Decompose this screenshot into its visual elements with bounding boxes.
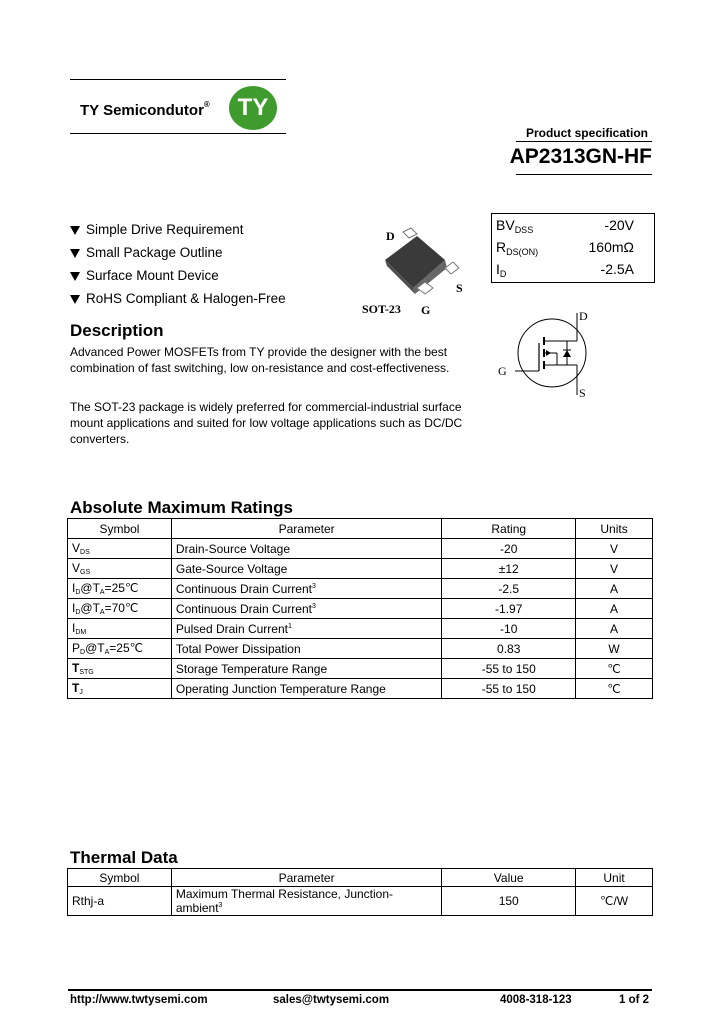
parameter-cell: Continuous Drain Current$^3$ xyxy=(171,599,441,619)
parameter-cell: Total Power Dissipation xyxy=(171,639,441,659)
symbol-cell: $V_{DS}$ xyxy=(68,539,172,559)
rating-cell: -20 xyxy=(442,539,576,559)
unit-cell: W xyxy=(576,639,653,659)
unit-cell: A xyxy=(576,599,653,619)
symbol-cell: $T_J$ xyxy=(68,679,172,699)
symbol-cell: $V_{GS}$ xyxy=(68,559,172,579)
parameter-cell: Storage Temperature Range xyxy=(171,659,441,679)
page-number: 1 of 2 xyxy=(619,994,650,1006)
table-row xyxy=(68,887,653,916)
symbol-cell: $T_{STG}$ xyxy=(68,659,172,679)
feature-item: Surface Mount Device xyxy=(70,264,286,287)
parameter-cell: Pulsed Drain Current$^1$ xyxy=(171,619,441,639)
parameter-cell: Maximum Thermal Resistance, Junction-ambient$^3$ xyxy=(171,887,441,916)
header-rule-top xyxy=(70,79,286,80)
part-number: AP2313GN-HF xyxy=(509,145,652,168)
rating-cell: -55 to 150 xyxy=(442,659,576,679)
footnote-mark: 1 xyxy=(287,622,292,630)
parameter-cell: Drain-Source Voltage xyxy=(171,539,441,559)
registered-mark: ® xyxy=(203,100,210,109)
abs-max-table xyxy=(67,518,653,699)
spec-rdson: $R_{DS(ON)}$ 160mΩ xyxy=(496,239,634,257)
footnote-mark: 3 xyxy=(312,602,316,610)
brand-logo: TY xyxy=(229,86,277,130)
description-paragraph-2: The SOT-23 package is widely preferred for commercial-industrial surface mount applications and suited for low voltage applications such as DC/DC converters. xyxy=(70,400,463,446)
thermal-heading: Thermal Data xyxy=(70,848,178,867)
rating-cell: 0.83 xyxy=(442,639,576,659)
unit-cell: A xyxy=(576,619,653,639)
parameter-cell: Gate-Source Voltage xyxy=(171,559,441,579)
unit-cell: ℃ xyxy=(576,679,653,699)
feature-item: Small Package Outline xyxy=(70,241,286,264)
unit-cell: ℃ xyxy=(576,659,653,679)
rating-cell: -2.5 xyxy=(442,579,576,599)
footer-email-link[interactable]: sales@twtysemi.com xyxy=(273,994,390,1006)
bullet-triangle-icon xyxy=(70,249,80,258)
footnote-mark: 3 xyxy=(218,902,223,909)
bullet-triangle-icon xyxy=(70,226,80,235)
description-heading: Description xyxy=(70,321,164,340)
header-rule-bottom xyxy=(70,133,286,134)
footnote-mark: 3 xyxy=(312,582,316,590)
footer-url-link[interactable]: http://www.twtysemi.com xyxy=(70,994,208,1006)
spec-id: $I_D$ -2.5A xyxy=(496,261,634,279)
abs-max-heading: Absolute Maximum Ratings xyxy=(70,498,293,517)
table-header-row xyxy=(68,519,653,539)
symbol-cell: $I_D@T_A=25℃$ xyxy=(68,579,172,599)
package-pin-s-label: S xyxy=(456,281,463,295)
value-cell: 150 xyxy=(442,887,576,916)
product-spec-label: Product specification xyxy=(525,126,648,140)
bullet-triangle-icon xyxy=(70,295,80,304)
rating-cell: -1.97 xyxy=(442,599,576,619)
parameter-cell: Operating Junction Temperature Range xyxy=(171,679,441,699)
package-pin-g-label: G xyxy=(421,303,431,317)
table-row xyxy=(68,619,653,639)
key-spec-box xyxy=(491,213,655,283)
symbol-cell: $I_D@T_A=70℃$ xyxy=(68,599,172,619)
feature-item: Simple Drive Requirement xyxy=(70,218,286,241)
brand-name: TY Semicondutor® xyxy=(80,100,210,119)
feature-list xyxy=(70,218,286,310)
table-header-row xyxy=(68,869,653,887)
schematic-d-label: D xyxy=(579,309,588,323)
mosfet-symbol-icon xyxy=(505,305,615,405)
column-header: Symbol xyxy=(68,869,172,887)
footer-rule xyxy=(68,989,652,991)
column-header: Symbol xyxy=(68,519,172,539)
footer-phone: 4008-318-123 xyxy=(500,994,572,1006)
feature-item: RoHS Compliant & Halogen-Free xyxy=(70,287,286,310)
part-rule xyxy=(516,174,652,175)
table-row xyxy=(68,559,653,579)
column-header: Unit xyxy=(576,869,653,887)
column-header: Units xyxy=(576,519,653,539)
unit-cell: A xyxy=(576,579,653,599)
column-header: Rating xyxy=(442,519,576,539)
column-header: Parameter xyxy=(171,519,441,539)
description-paragraph-1: Advanced Power MOSFETs from TY provide the designer with the best combination of fast switching, low on-resistance and cost-effectiveness. xyxy=(70,345,450,375)
unit-cell: ℃/W xyxy=(576,887,653,916)
rating-cell: -10 xyxy=(442,619,576,639)
schematic-g-label: G xyxy=(498,364,507,378)
bullet-triangle-icon xyxy=(70,272,80,281)
table-row xyxy=(68,579,653,599)
symbol-cell: $P_D@T_A=25℃$ xyxy=(68,639,172,659)
table-row xyxy=(68,679,653,699)
table-row xyxy=(68,539,653,559)
package-name-label: SOT-23 xyxy=(362,302,401,316)
symbol-cell: Rthj-a xyxy=(68,887,172,916)
spec-bvdss: $BV_{DSS}$ -20V xyxy=(496,217,634,235)
symbol-cell: $I_{DM}$ xyxy=(68,619,172,639)
table-row xyxy=(68,599,653,619)
spec-rule xyxy=(516,141,652,142)
column-header: Value xyxy=(442,869,576,887)
package-pin-d-label: D xyxy=(386,229,395,243)
rating-cell: ±12 xyxy=(442,559,576,579)
unit-cell: V xyxy=(576,539,653,559)
thermal-table xyxy=(67,868,653,916)
rating-cell: -55 to 150 xyxy=(442,679,576,699)
table-row xyxy=(68,639,653,659)
column-header: Parameter xyxy=(171,869,441,887)
parameter-cell: Continuous Drain Current$^3$ xyxy=(171,579,441,599)
table-row xyxy=(68,659,653,679)
unit-cell: V xyxy=(576,559,653,579)
schematic-s-label: S xyxy=(579,386,586,400)
